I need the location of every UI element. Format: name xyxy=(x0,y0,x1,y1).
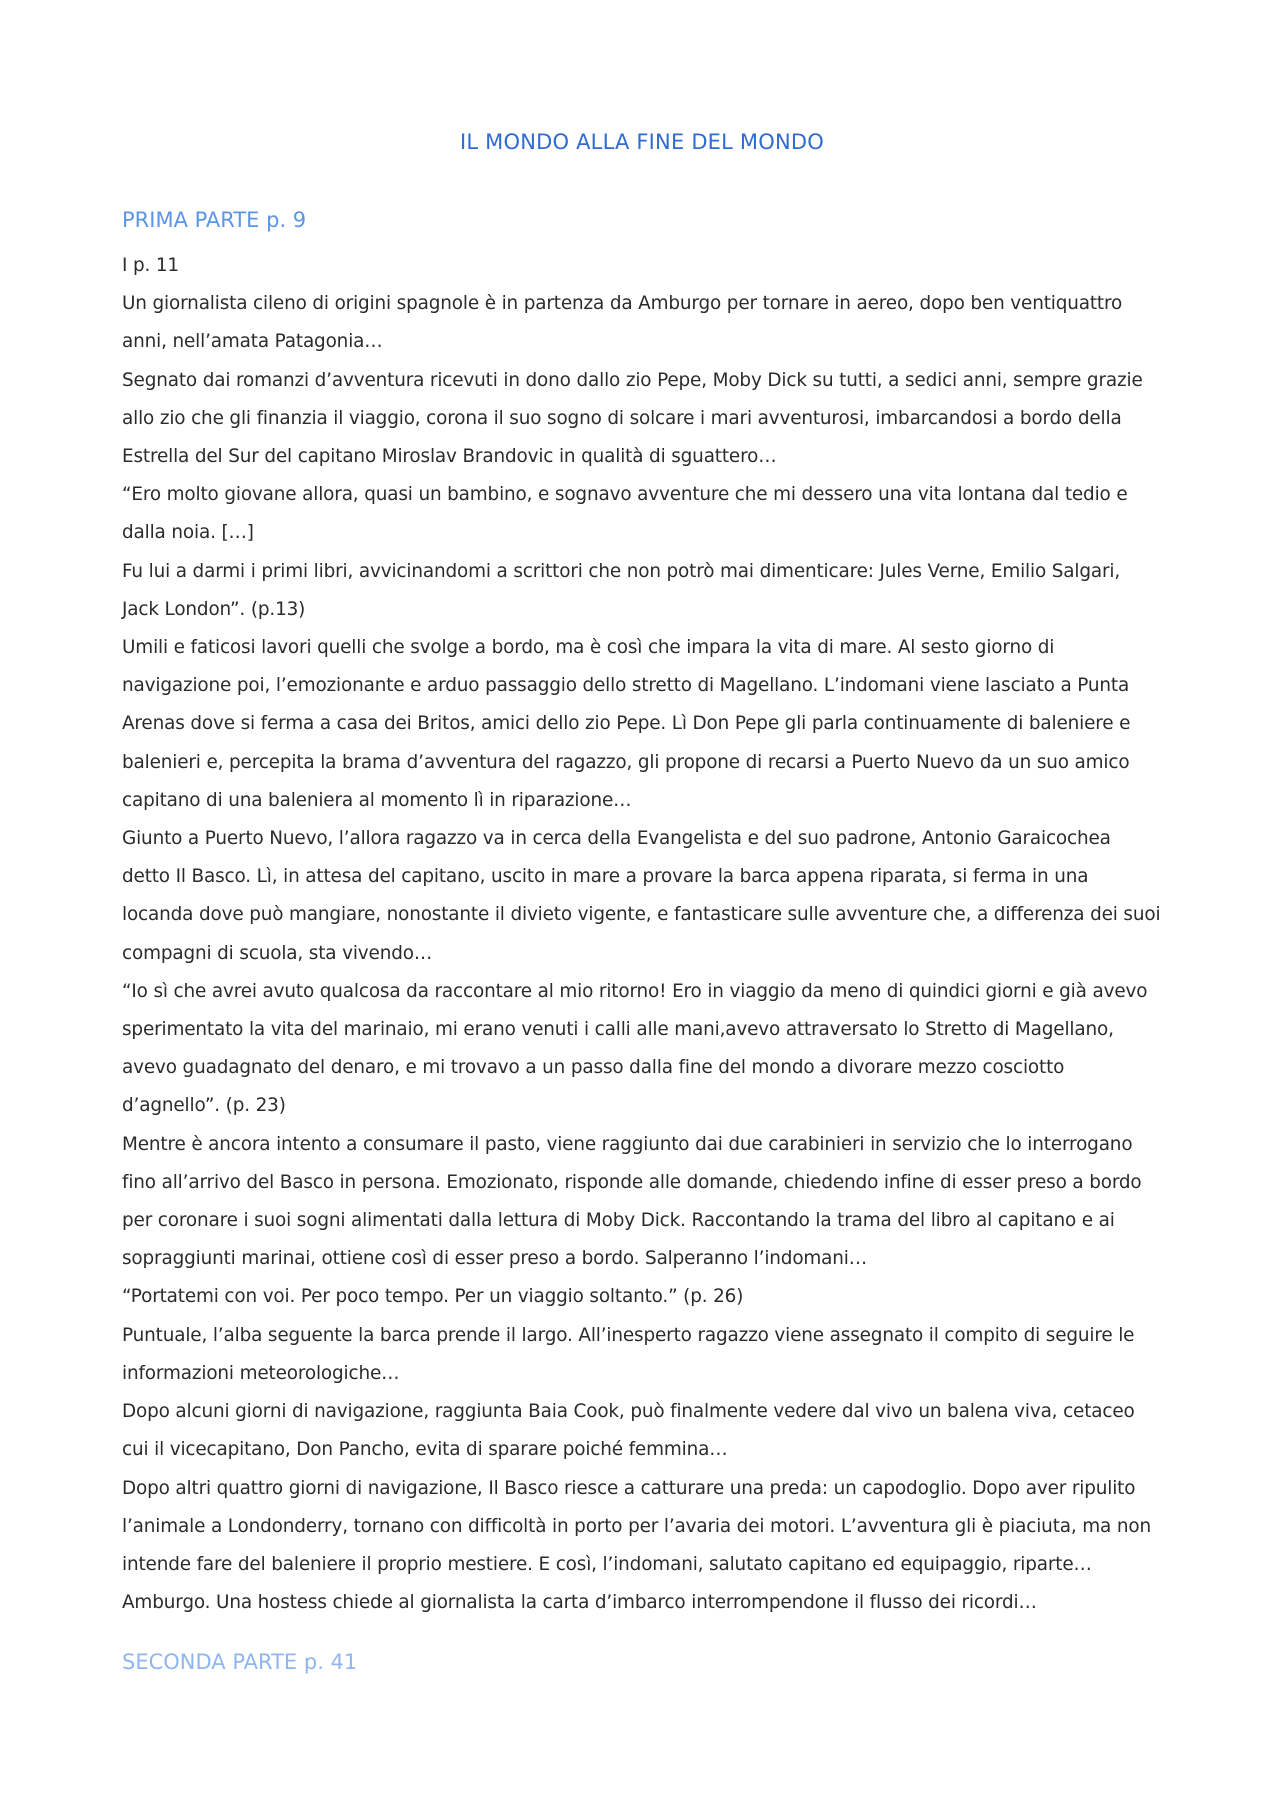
paragraph: Giunto a Puerto Nuevo, l’allora ragazzo va in cerca della Evangelista e del suo padrone, Antonio Garaicochea detto Il Basco. Lì, in attesa del capitano, uscito in mare a provare la barca appena riparata, si ferma in una locanda dove può mangiare, nonostante il divieto vigente, e fantasticare sulle avventure che, a differenza dei suoi compagni di scuola, sta vivendo… xyxy=(122,828,1161,964)
paragraph: Un giornalista cileno di origini spagnole è in partenza da Amburgo per tornare in aereo, dopo ben ventiquattro anni, nell’amata Patagonia… xyxy=(122,293,1123,353)
paragraph: Mentre è ancora intento a consumare il pasto, viene raggiunto dai due carabinieri in servizio che lo interrogano fino all’arrivo del Basco in persona. Emozionato, risponde alle domande, chiedendo infine di esser preso a bordo per coronare i suoi sogni alimentati dalla lettura di Moby Dick. Raccontando la trama del libro al capitano e ai sopraggiunti marinai, ottiene così di esser preso a bordo. Salperanno l’indomani… xyxy=(122,1133,1142,1270)
paragraph: Umili e faticosi lavori quelli che svolge a bordo, ma è così che impara la vita di mare. Al sesto giorno di navigazione poi, l’emozionante e arduo passaggio dello stretto di Magellano. L’indomani viene lasciato a Punta Arenas dove si ferma a casa dei Britos, amici dello zio Pepe. Lì Don Pepe gli parla continuamente di baleniere e balenieri e, percepita la brama d’avventura del ragazzo, gli propone di recarsi a Puerto Nuevo da un suo amico capitano di una baleniera al momento lì in riparazione… xyxy=(122,637,1131,811)
paragraph: I p. 11 xyxy=(122,255,179,276)
section-heading-part1: PRIMA PARTE p. 9 xyxy=(122,208,307,232)
paragraph: Segnato dai romanzi d’avventura ricevuti in dono dallo zio Pepe, Moby Dick su tutti, a sedici anni, sempre grazie allo zio che gli finanzia il viaggio, corona il suo sogno di solcare i mari avventurosi, imbarcandosi a bordo della Estrella del Sur del capitano Miroslav Brandovic in qualità di sguattero… xyxy=(122,369,1143,468)
section-heading-part2: SECONDA PARTE p. 41 xyxy=(122,1650,358,1674)
paragraph: Puntuale, l’alba seguente la barca prende il largo. All’inesperto ragazzo viene assegnato il compito di seguire le informazioni meteorologiche… xyxy=(122,1324,1135,1384)
document-title: IL MONDO ALLA FINE DEL MONDO xyxy=(460,130,824,154)
paragraph: Amburgo. Una hostess chiede al giornalista la carta d’imbarco interrompendone il flusso dei ricordi… xyxy=(122,1592,1037,1614)
paragraph: “Io sì che avrei avuto qualcosa da raccontare al mio ritorno! Ero in viaggio da meno di quindici giorni e già avevo sperimentato la vita del marinaio, mi erano venuti i calli alle mani,avevo attraversato lo Stretto di Magellano, avevo guadagnato del denaro, e mi trovavo a un passo dalla fine del mondo a divorare mezzo cosciotto d’agnello”. (p. 23) xyxy=(122,980,1148,1117)
paragraph: Dopo alcuni giorni di navigazione, raggiunta Baia Cook, può finalmente vedere dal vivo un balena viva, cetaceo cui il vicecapitano, Don Pancho, evita di sparare poiché femmina… xyxy=(122,1401,1135,1461)
paragraph: “Ero molto giovane allora, quasi un bambino, e sognavo avventure che mi dessero una vita lontana dal tedio e dalla noia. […] xyxy=(122,484,1128,544)
body-text xyxy=(122,247,1162,1622)
paragraph: Dopo altri quattro giorni di navigazione, Il Basco riesce a catturare una preda: un capodoglio. Dopo aver ripulito l’animale a Londonderry, tornano con difficoltà in porto per l’avaria dei motori. L’avventura gli è piaciuta, ma non intende fare del baleniere il proprio mestiere. E così, l’indomani, salutato capitano ed equipaggio, riparte… xyxy=(122,1477,1151,1575)
paragraph: “Portatemi con voi. Per poco tempo. Per un viaggio soltanto.” (p. 26) xyxy=(122,1286,744,1308)
paragraph: Fu lui a darmi i primi libri, avvicinandomi a scrittori che non potrò mai dimenticare: Jules Verne, Emilio Salgari, Jack London”. (p.13) xyxy=(122,560,1121,620)
